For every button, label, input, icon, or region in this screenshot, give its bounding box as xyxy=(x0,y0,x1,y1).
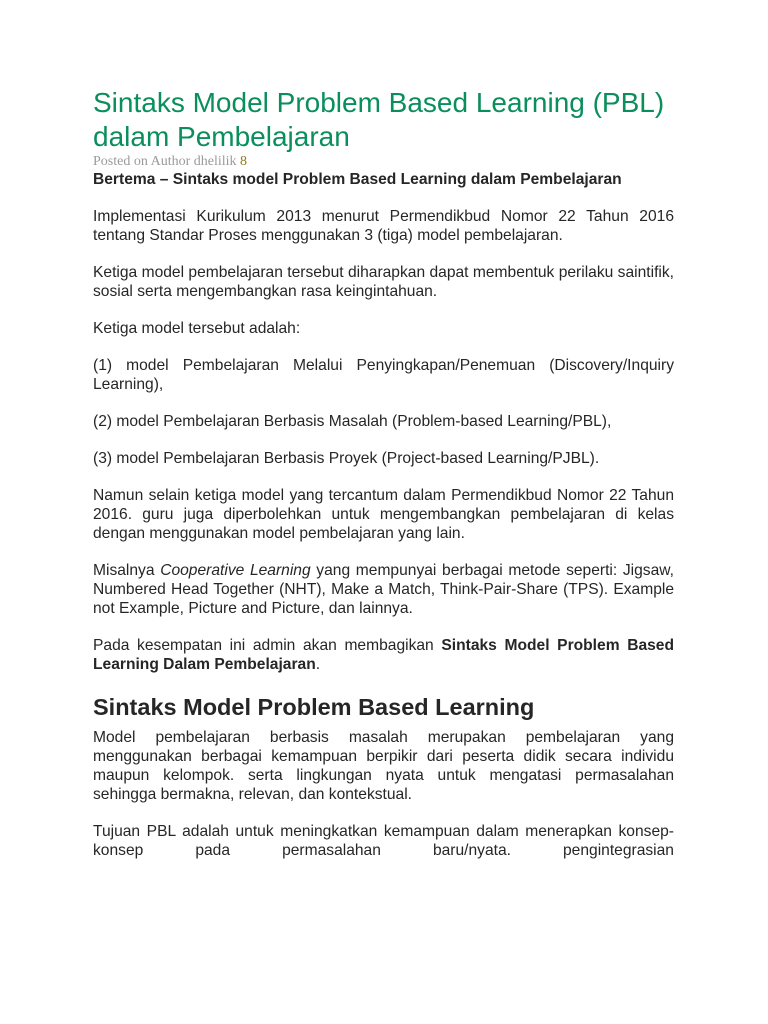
paragraph-other-models: Namun selain ketiga model yang tercantum dalam Permendikbud Nomor 22 Tahun 2016. guru juga diperbolehkan untuk mengembangkan pembelajaran di kelas dengan menggunakan model pembelajaran yang lain. xyxy=(93,487,674,542)
examples-prefix: Misalnya xyxy=(93,562,161,579)
post-meta xyxy=(93,154,674,170)
models-list xyxy=(93,356,674,468)
article xyxy=(93,86,674,860)
paragraph-intro: Implementasi Kurikulum 2013 menurut Permendikbud Nomor 22 Tahun 2016 tentang Standar Proses menggunakan 3 (tiga) model pembelajaran. xyxy=(93,208,674,244)
section-heading: Sintaks Model Problem Based Learning xyxy=(93,694,535,720)
paragraph-definition: Model pembelajaran berbasis masalah merupakan pembelajaran yang menggunakan berbagai kemampuan berpikir dari peserta didik secara individu maupun kelompok. serta lingkungan nyata untuk mengatasi permasalahan sehingga bermakna, relevan, dan kontekstual. xyxy=(93,729,674,803)
model-item-2: (2) model Pembelajaran Berbasis Masalah (Problem-based Learning/PBL), xyxy=(93,413,612,430)
paragraph-goal: Tujuan PBL adalah untuk meningkatkan kemampuan dalam menerapkan konsep-konsep pada permasalahan baru/nyata. pengintegrasian xyxy=(93,823,674,859)
article-subtitle: Bertema – Sintaks model Problem Based Learning dalam Pembelajaran xyxy=(93,171,622,188)
paragraph-share xyxy=(93,636,674,674)
author-label: Author xyxy=(150,154,191,169)
comment-count[interactable]: 8 xyxy=(240,154,248,169)
paragraph-models-intro: Ketiga model tersebut adalah: xyxy=(93,320,301,337)
share-strong: Sintaks Model Problem Based Learning Dalam Pembelajaran xyxy=(93,637,674,673)
examples-suffix: yang mempunyai berbagai metode seperti: Jigsaw, Numbered Head Together (NHT), Make a Match, Think-Pair-Share (TPS). Example not Example, Picture and Picture, dan lainnya. xyxy=(93,562,674,617)
model-item-3: (3) model Pembelajaran Berbasis Proyek (Project-based Learning/PJBL). xyxy=(93,450,600,467)
model-item-1: (1) model Pembelajaran Melalui Penyingkapan/Penemuan (Discovery/Inquiry Learning), xyxy=(93,357,674,393)
paragraph-purpose: Ketiga model pembelajaran tersebut diharapkan dapat membentuk perilaku saintifik, sosial serta mengembangkan rasa keingintahuan. xyxy=(93,264,674,300)
article-title[interactable]: Sintaks Model Problem Based Learning (PBL) dalam Pembelajaran xyxy=(93,87,665,152)
share-suffix: . xyxy=(315,656,321,673)
examples-emphasis: Cooperative Learning xyxy=(160,562,311,579)
posted-on-label: Posted on xyxy=(93,154,148,169)
author-link[interactable]: dhelilik xyxy=(193,154,237,169)
paragraph-examples xyxy=(93,561,674,618)
share-prefix: Pada kesempatan ini admin akan membagikan xyxy=(93,637,442,654)
